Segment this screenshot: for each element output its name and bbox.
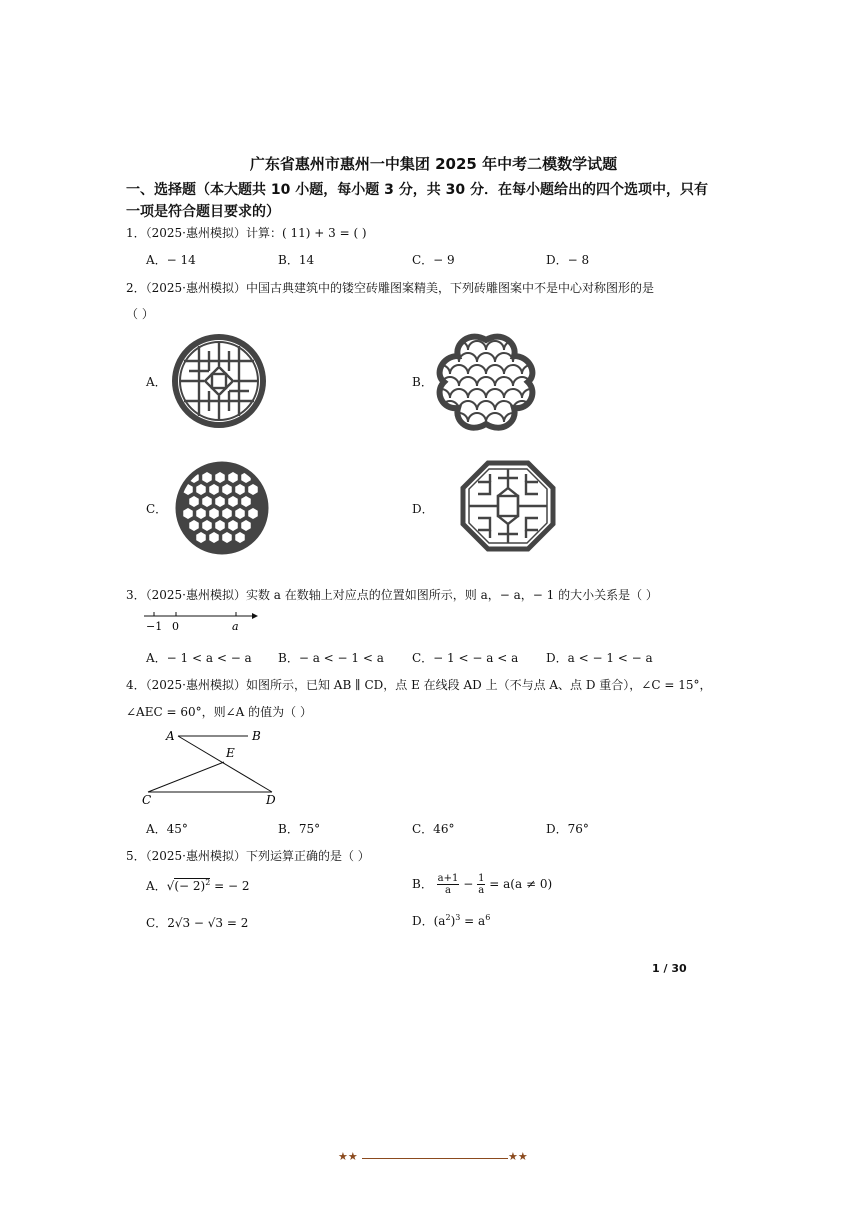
footer-rule xyxy=(362,1158,508,1159)
q5-option-a-label: A． xyxy=(146,879,167,893)
q4-option-c: C．46° xyxy=(412,822,455,836)
parallel-lines-figure xyxy=(140,724,290,808)
axis-label-neg1: −1 xyxy=(146,620,163,633)
axis-label-zero: 0 xyxy=(172,620,179,633)
q1-option-d: D．− 8 xyxy=(546,253,590,267)
number-line-figure xyxy=(140,606,260,634)
point-label-a: A xyxy=(166,729,175,743)
q1-option-b: B．14 xyxy=(278,253,315,267)
q2-stem-paren: （ ） xyxy=(126,307,154,321)
round-lattice-window-icon xyxy=(172,334,266,428)
q5-option-a-radicand: (− 2)$^2$ xyxy=(174,878,211,893)
q5-option-b-label: B． xyxy=(412,877,433,891)
footer-stars-right-icon: ★★ xyxy=(508,1150,528,1163)
q3-option-d: D．a < − 1 < − a xyxy=(546,651,653,665)
page-title: 广东省惠州市惠州一中集团 2025 年中考二模数学试题 xyxy=(249,155,618,173)
q2-option-a: A． xyxy=(146,375,167,389)
footer-ornament xyxy=(338,1150,534,1166)
q2-option-b: B． xyxy=(412,375,433,389)
axis-label-a: a xyxy=(232,620,239,633)
q5-stem: 5．（2025·惠州模拟）下列运算正确的是（ ） xyxy=(126,849,370,863)
q5-option-d: D．$(a^2)^3 = a^6$ xyxy=(412,913,491,928)
q4-stem: 4．（2025·惠州模拟）如图所示，已知 AB ∥ CD，点 E 在线段 AD 上（不与点 A、点 D 重合），∠C = 15°， xyxy=(126,678,712,692)
q5-option-d-label: D． xyxy=(412,914,434,928)
point-label-b: B xyxy=(252,729,261,743)
radical-sign-icon: √ xyxy=(166,879,175,893)
page-number: 1 / 30 xyxy=(652,962,687,975)
point-label-e: E xyxy=(226,746,235,760)
q2-option-d: D． xyxy=(412,502,434,516)
point-label-d: D xyxy=(266,793,276,807)
q5-option-c: C．2√3 − √3 = 2 xyxy=(146,916,249,930)
q3-option-c: C．− 1 < − a < a xyxy=(412,651,519,665)
cloud-scallop-window-icon xyxy=(432,330,540,432)
octagon-lattice-window-icon xyxy=(460,460,556,552)
q4-option-d: D．76° xyxy=(546,822,589,836)
q1-stem: 1．（2025·惠州模拟）计算：( 11) + 3 = ( ) xyxy=(126,226,367,240)
q3-option-a: A．− 1 < a < − a xyxy=(146,651,252,665)
fraction-a-plus-1-over-a: $\frac{a+1}{a}$ xyxy=(437,873,459,896)
q3-stem: 3．（2025·惠州模拟）实数 a 在数轴上对应点的位置如图所示，则 a，− a，− 1 的大小关系是（ ） xyxy=(126,588,658,602)
q4-option-a: A．45° xyxy=(146,822,188,836)
q5-option-a: A．√(− 2)$^2$ = − 2 xyxy=(146,878,250,893)
q3-option-b: B．− a < − 1 < a xyxy=(278,651,384,665)
q2-option-c: C． xyxy=(146,502,168,516)
point-label-c: C xyxy=(142,793,152,807)
q1-option-a: A．− 14 xyxy=(146,253,196,267)
q4-option-b: B．75° xyxy=(278,822,321,836)
q1-option-c: C．− 9 xyxy=(412,253,455,267)
footer-stars-left-icon: ★★ xyxy=(338,1150,358,1163)
q5-option-b: B． $\frac{a+1}{a}$ − $\frac{1}{a}$ = a(a ≠ 0) xyxy=(412,873,553,896)
q2-stem: 2．（2025·惠州模拟）中国古典建筑中的镂空砖雕图案精美，下列砖雕图案中不是中心对称图形的是 xyxy=(126,281,654,295)
section-header xyxy=(126,179,726,223)
q4-stem-line2: ∠AEC = 60°，则∠A 的值为（ ） xyxy=(126,705,312,719)
hexagon-lattice-window-icon xyxy=(174,460,270,556)
fraction-1-over-a: $\frac{1}{a}$ xyxy=(478,873,485,896)
q5-option-c-label: C． xyxy=(146,916,168,930)
section-header-line1: 一、选择题（本大题共 10 小题，每小题 3 分，共 30 分．在每小题给出的四个选项中，只有 xyxy=(126,182,708,198)
section-header-line2: 一项是符合题目要求的） xyxy=(126,204,280,220)
